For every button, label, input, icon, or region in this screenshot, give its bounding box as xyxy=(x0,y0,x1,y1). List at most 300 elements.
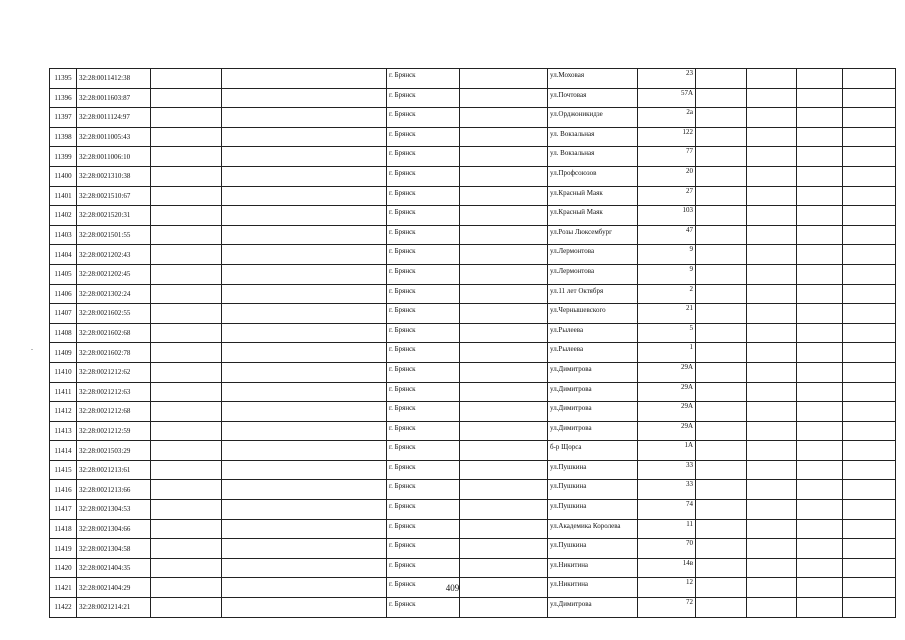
city-cell: г. Брянск xyxy=(387,127,460,147)
street-cell: ул.Димитрова xyxy=(548,382,638,402)
house-number-cell: 122 xyxy=(638,127,696,147)
empty-cell xyxy=(696,558,747,578)
table-row xyxy=(50,245,896,265)
empty-cell xyxy=(460,69,548,89)
row-number-cell: 11416 xyxy=(50,480,77,500)
empty-cell xyxy=(460,88,548,108)
house-number-cell: 9 xyxy=(638,264,696,284)
empty-cell xyxy=(843,343,896,363)
cadastral-number-cell: 32:28:0021202:43 xyxy=(77,245,151,265)
cadastral-number-cell: 32:28:0011006:10 xyxy=(77,147,151,167)
house-number-cell: 2а xyxy=(638,108,696,128)
empty-cell xyxy=(460,284,548,304)
city-cell: г. Брянск xyxy=(387,441,460,461)
empty-cell xyxy=(151,519,222,539)
empty-cell xyxy=(843,225,896,245)
row-number-cell: 11403 xyxy=(50,225,77,245)
street-cell: ул.Пушкина xyxy=(548,480,638,500)
row-number-cell: 11402 xyxy=(50,206,77,226)
house-number-cell: 29А xyxy=(638,382,696,402)
empty-cell xyxy=(696,441,747,461)
empty-cell xyxy=(222,323,387,343)
empty-cell xyxy=(797,558,843,578)
empty-cell xyxy=(747,519,797,539)
empty-cell xyxy=(151,598,222,618)
empty-cell xyxy=(222,284,387,304)
city-cell: г. Брянск xyxy=(387,88,460,108)
empty-cell xyxy=(797,460,843,480)
house-number-cell: 47 xyxy=(638,225,696,245)
empty-cell xyxy=(747,206,797,226)
empty-cell xyxy=(696,362,747,382)
empty-cell xyxy=(222,441,387,461)
empty-cell xyxy=(460,402,548,422)
empty-cell xyxy=(797,225,843,245)
city-cell: г. Брянск xyxy=(387,460,460,480)
table-row xyxy=(50,108,896,128)
empty-cell xyxy=(843,147,896,167)
empty-cell xyxy=(843,166,896,186)
cadastral-number-cell: 32:28:0021304:58 xyxy=(77,539,151,559)
empty-cell xyxy=(843,598,896,618)
cadastral-number-cell: 32:28:0021602:78 xyxy=(77,343,151,363)
row-number-cell: 11408 xyxy=(50,323,77,343)
street-cell: ул.Димитрова xyxy=(548,402,638,422)
row-number-cell: 11413 xyxy=(50,421,77,441)
row-number-cell: 11401 xyxy=(50,186,77,206)
city-cell: г. Брянск xyxy=(387,225,460,245)
empty-cell xyxy=(151,108,222,128)
empty-cell xyxy=(843,264,896,284)
empty-cell xyxy=(747,166,797,186)
empty-cell xyxy=(843,480,896,500)
street-cell: ул.Академика Королева xyxy=(548,519,638,539)
empty-cell xyxy=(460,166,548,186)
city-cell: г. Брянск xyxy=(387,304,460,324)
empty-cell xyxy=(696,225,747,245)
empty-cell xyxy=(797,284,843,304)
row-number-cell: 11411 xyxy=(50,382,77,402)
empty-cell xyxy=(843,304,896,324)
empty-cell xyxy=(460,441,548,461)
house-number-cell: 23 xyxy=(638,69,696,89)
table-row xyxy=(50,264,896,284)
empty-cell xyxy=(843,382,896,402)
empty-cell xyxy=(843,402,896,422)
cadastral-number-cell: 32:28:0021212:63 xyxy=(77,382,151,402)
empty-cell xyxy=(696,402,747,422)
empty-cell xyxy=(797,166,843,186)
empty-cell xyxy=(747,558,797,578)
row-number-cell: 11418 xyxy=(50,519,77,539)
empty-cell xyxy=(151,441,222,461)
empty-cell xyxy=(460,186,548,206)
empty-cell xyxy=(460,519,548,539)
empty-cell xyxy=(222,147,387,167)
empty-cell xyxy=(747,480,797,500)
empty-cell xyxy=(151,402,222,422)
city-cell: г. Брянск xyxy=(387,558,460,578)
row-number-cell: 11419 xyxy=(50,539,77,559)
cadastral-number-cell: 32:28:0021213:61 xyxy=(77,460,151,480)
house-number-cell: 29А xyxy=(638,402,696,422)
street-cell: ул.Розы Люксембург xyxy=(548,225,638,245)
empty-cell xyxy=(151,323,222,343)
empty-cell xyxy=(222,304,387,324)
empty-cell xyxy=(151,127,222,147)
street-cell: ул.Рылеева xyxy=(548,323,638,343)
city-cell: г. Брянск xyxy=(387,323,460,343)
empty-cell xyxy=(222,382,387,402)
empty-cell xyxy=(747,539,797,559)
cadastral-number-cell: 32:28:0021310:38 xyxy=(77,166,151,186)
table-row xyxy=(50,558,896,578)
cadastral-number-cell: 32:28:0021202:45 xyxy=(77,264,151,284)
empty-cell xyxy=(151,539,222,559)
table-row xyxy=(50,147,896,167)
street-cell: ул.Никитина xyxy=(548,578,638,598)
row-number-cell: 11414 xyxy=(50,441,77,461)
empty-cell xyxy=(696,480,747,500)
city-cell: г. Брянск xyxy=(387,402,460,422)
empty-cell xyxy=(797,519,843,539)
empty-cell xyxy=(797,441,843,461)
empty-cell xyxy=(696,304,747,324)
house-number-cell: 29А xyxy=(638,421,696,441)
table-row xyxy=(50,88,896,108)
house-number-cell: 14в xyxy=(638,558,696,578)
empty-cell xyxy=(843,421,896,441)
empty-cell xyxy=(843,558,896,578)
empty-cell xyxy=(151,343,222,363)
house-number-cell: 21 xyxy=(638,304,696,324)
empty-cell xyxy=(151,166,222,186)
cadastral-number-cell: 32:28:0021212:59 xyxy=(77,421,151,441)
house-number-cell: 29А xyxy=(638,362,696,382)
house-number-cell: 5 xyxy=(638,323,696,343)
house-number-cell: 1А xyxy=(638,441,696,461)
table-row xyxy=(50,304,896,324)
table-row xyxy=(50,539,896,559)
empty-cell xyxy=(843,539,896,559)
cadastral-number-cell: 32:28:0011412:38 xyxy=(77,69,151,89)
empty-cell xyxy=(747,186,797,206)
empty-cell xyxy=(696,245,747,265)
empty-cell xyxy=(696,147,747,167)
empty-cell xyxy=(747,598,797,618)
table-row xyxy=(50,166,896,186)
empty-cell xyxy=(747,323,797,343)
house-number-cell: 12 xyxy=(638,578,696,598)
empty-cell xyxy=(747,127,797,147)
house-number-cell: 27 xyxy=(638,186,696,206)
street-cell: ул.Пушкина xyxy=(548,539,638,559)
empty-cell xyxy=(843,245,896,265)
row-number-cell: 11405 xyxy=(50,264,77,284)
city-cell: г. Брянск xyxy=(387,480,460,500)
table-row xyxy=(50,500,896,520)
street-cell: ул.Красный Маяк xyxy=(548,206,638,226)
empty-cell xyxy=(696,598,747,618)
house-number-cell: 72 xyxy=(638,598,696,618)
cadastral-number-cell: 32:28:0021213:66 xyxy=(77,480,151,500)
city-cell: г. Брянск xyxy=(387,166,460,186)
street-cell: ул.Димитрова xyxy=(548,598,638,618)
empty-cell xyxy=(696,166,747,186)
scan-mark xyxy=(31,349,33,350)
empty-cell xyxy=(696,206,747,226)
row-number-cell: 11412 xyxy=(50,402,77,422)
street-cell: ул.Димитрова xyxy=(548,421,638,441)
empty-cell xyxy=(222,206,387,226)
empty-cell xyxy=(222,166,387,186)
empty-cell xyxy=(797,245,843,265)
cadastral-number-cell: 32:28:0021214:21 xyxy=(77,598,151,618)
city-cell: г. Брянск xyxy=(387,264,460,284)
empty-cell xyxy=(222,343,387,363)
empty-cell xyxy=(747,69,797,89)
street-cell: ул.Орджоникидзе xyxy=(548,108,638,128)
empty-cell xyxy=(151,382,222,402)
row-number-cell: 11417 xyxy=(50,500,77,520)
street-cell: ул.Почтовая xyxy=(548,88,638,108)
empty-cell xyxy=(460,225,548,245)
empty-cell xyxy=(151,460,222,480)
street-cell: ул.Чернышевского xyxy=(548,304,638,324)
empty-cell xyxy=(151,500,222,520)
empty-cell xyxy=(696,539,747,559)
cadastral-number-cell: 32:28:0021602:55 xyxy=(77,304,151,324)
empty-cell xyxy=(222,186,387,206)
empty-cell xyxy=(460,127,548,147)
empty-cell xyxy=(151,304,222,324)
city-cell: г. Брянск xyxy=(387,108,460,128)
empty-cell xyxy=(222,225,387,245)
row-number-cell: 11422 xyxy=(50,598,77,618)
empty-cell xyxy=(843,88,896,108)
row-number-cell: 11409 xyxy=(50,343,77,363)
row-number-cell: 11420 xyxy=(50,558,77,578)
empty-cell xyxy=(747,343,797,363)
empty-cell xyxy=(460,362,548,382)
table-row xyxy=(50,343,896,363)
street-cell: ул.Пушкина xyxy=(548,500,638,520)
empty-cell xyxy=(747,108,797,128)
empty-cell xyxy=(222,108,387,128)
empty-cell xyxy=(696,519,747,539)
empty-cell xyxy=(843,441,896,461)
empty-cell xyxy=(222,362,387,382)
empty-cell xyxy=(151,88,222,108)
row-number-cell: 11395 xyxy=(50,69,77,89)
row-number-cell: 11398 xyxy=(50,127,77,147)
empty-cell xyxy=(222,598,387,618)
street-cell: б-р Щорса xyxy=(548,441,638,461)
empty-cell xyxy=(797,539,843,559)
empty-cell xyxy=(843,69,896,89)
cadastral-number-cell: 32:28:0011124:97 xyxy=(77,108,151,128)
empty-cell xyxy=(843,519,896,539)
empty-cell xyxy=(747,225,797,245)
empty-cell xyxy=(797,108,843,128)
empty-cell xyxy=(460,539,548,559)
empty-cell xyxy=(843,323,896,343)
empty-cell xyxy=(843,460,896,480)
street-cell: ул.Лермонтова xyxy=(548,245,638,265)
cadastral-number-cell: 32:28:0021510:67 xyxy=(77,186,151,206)
property-register-table xyxy=(49,68,896,618)
empty-cell xyxy=(222,480,387,500)
house-number-cell: 33 xyxy=(638,460,696,480)
empty-cell xyxy=(843,284,896,304)
empty-cell xyxy=(222,245,387,265)
empty-cell xyxy=(151,225,222,245)
cadastral-number-cell: 32:28:0021302:24 xyxy=(77,284,151,304)
table-row xyxy=(50,382,896,402)
empty-cell xyxy=(747,402,797,422)
empty-cell xyxy=(222,460,387,480)
empty-cell xyxy=(460,264,548,284)
cadastral-number-cell: 32:28:0021520:31 xyxy=(77,206,151,226)
empty-cell xyxy=(747,245,797,265)
table-row xyxy=(50,206,896,226)
empty-cell xyxy=(747,421,797,441)
empty-cell xyxy=(696,69,747,89)
table-row xyxy=(50,421,896,441)
row-number-cell: 11404 xyxy=(50,245,77,265)
row-number-cell: 11406 xyxy=(50,284,77,304)
empty-cell xyxy=(843,500,896,520)
city-cell: г. Брянск xyxy=(387,186,460,206)
cadastral-number-cell: 32:28:0021304:66 xyxy=(77,519,151,539)
city-cell: г. Брянск xyxy=(387,382,460,402)
city-cell: г. Брянск xyxy=(387,69,460,89)
house-number-cell: 20 xyxy=(638,166,696,186)
empty-cell xyxy=(696,460,747,480)
empty-cell xyxy=(696,421,747,441)
empty-cell xyxy=(797,69,843,89)
table-body xyxy=(50,69,896,618)
empty-cell xyxy=(747,264,797,284)
row-number-cell: 11397 xyxy=(50,108,77,128)
empty-cell xyxy=(797,343,843,363)
empty-cell xyxy=(460,421,548,441)
empty-cell xyxy=(460,108,548,128)
empty-cell xyxy=(747,362,797,382)
empty-cell xyxy=(222,500,387,520)
empty-cell xyxy=(797,382,843,402)
empty-cell xyxy=(222,421,387,441)
empty-cell xyxy=(797,147,843,167)
empty-cell xyxy=(747,500,797,520)
empty-cell xyxy=(151,264,222,284)
empty-cell xyxy=(151,186,222,206)
empty-cell xyxy=(460,382,548,402)
empty-cell xyxy=(222,264,387,284)
empty-cell xyxy=(747,460,797,480)
empty-cell xyxy=(151,480,222,500)
empty-cell xyxy=(222,402,387,422)
city-cell: г. Брянск xyxy=(387,598,460,618)
cadastral-number-cell: 32:28:0011603:87 xyxy=(77,88,151,108)
street-cell: ул.Никитина xyxy=(548,558,638,578)
street-cell: ул. Вокзальная xyxy=(548,127,638,147)
house-number-cell: 70 xyxy=(638,539,696,559)
empty-cell xyxy=(460,558,548,578)
empty-cell xyxy=(696,186,747,206)
street-cell: ул.Красный Маяк xyxy=(548,186,638,206)
city-cell: г. Брянск xyxy=(387,500,460,520)
row-number-cell: 11410 xyxy=(50,362,77,382)
table-row xyxy=(50,402,896,422)
house-number-cell: 9 xyxy=(638,245,696,265)
house-number-cell: 103 xyxy=(638,206,696,226)
empty-cell xyxy=(222,558,387,578)
city-cell: г. Брянск xyxy=(387,578,460,598)
city-cell: г. Брянск xyxy=(387,284,460,304)
empty-cell xyxy=(797,480,843,500)
empty-cell xyxy=(696,127,747,147)
table-row xyxy=(50,480,896,500)
empty-cell xyxy=(460,343,548,363)
empty-cell xyxy=(843,108,896,128)
empty-cell xyxy=(460,323,548,343)
empty-cell xyxy=(696,284,747,304)
house-number-cell: 74 xyxy=(638,500,696,520)
cadastral-number-cell: 32:28:0021501:55 xyxy=(77,225,151,245)
empty-cell xyxy=(151,206,222,226)
empty-cell xyxy=(797,323,843,343)
empty-cell xyxy=(460,598,548,618)
house-number-cell: 57А xyxy=(638,88,696,108)
city-cell: г. Брянск xyxy=(387,206,460,226)
empty-cell xyxy=(222,88,387,108)
empty-cell xyxy=(747,304,797,324)
table-row xyxy=(50,441,896,461)
house-number-cell: 2 xyxy=(638,284,696,304)
empty-cell xyxy=(222,519,387,539)
cadastral-number-cell: 32:28:0021304:53 xyxy=(77,500,151,520)
empty-cell xyxy=(460,245,548,265)
empty-cell xyxy=(696,108,747,128)
city-cell: г. Брянск xyxy=(387,539,460,559)
empty-cell xyxy=(747,284,797,304)
empty-cell xyxy=(151,147,222,167)
city-cell: г. Брянск xyxy=(387,421,460,441)
city-cell: г. Брянск xyxy=(387,343,460,363)
empty-cell xyxy=(843,206,896,226)
empty-cell xyxy=(696,264,747,284)
empty-cell xyxy=(696,343,747,363)
empty-cell xyxy=(460,304,548,324)
table-row xyxy=(50,127,896,147)
empty-cell xyxy=(151,421,222,441)
house-number-cell: 77 xyxy=(638,147,696,167)
street-cell: ул.Моховая xyxy=(548,69,638,89)
city-cell: г. Брянск xyxy=(387,519,460,539)
empty-cell xyxy=(151,245,222,265)
table-row xyxy=(50,362,896,382)
house-number-cell: 1 xyxy=(638,343,696,363)
empty-cell xyxy=(460,500,548,520)
table-row xyxy=(50,186,896,206)
empty-cell xyxy=(222,539,387,559)
street-cell: ул. Вокзальная xyxy=(548,147,638,167)
empty-cell xyxy=(460,480,548,500)
empty-cell xyxy=(151,284,222,304)
empty-cell xyxy=(797,88,843,108)
empty-cell xyxy=(151,558,222,578)
